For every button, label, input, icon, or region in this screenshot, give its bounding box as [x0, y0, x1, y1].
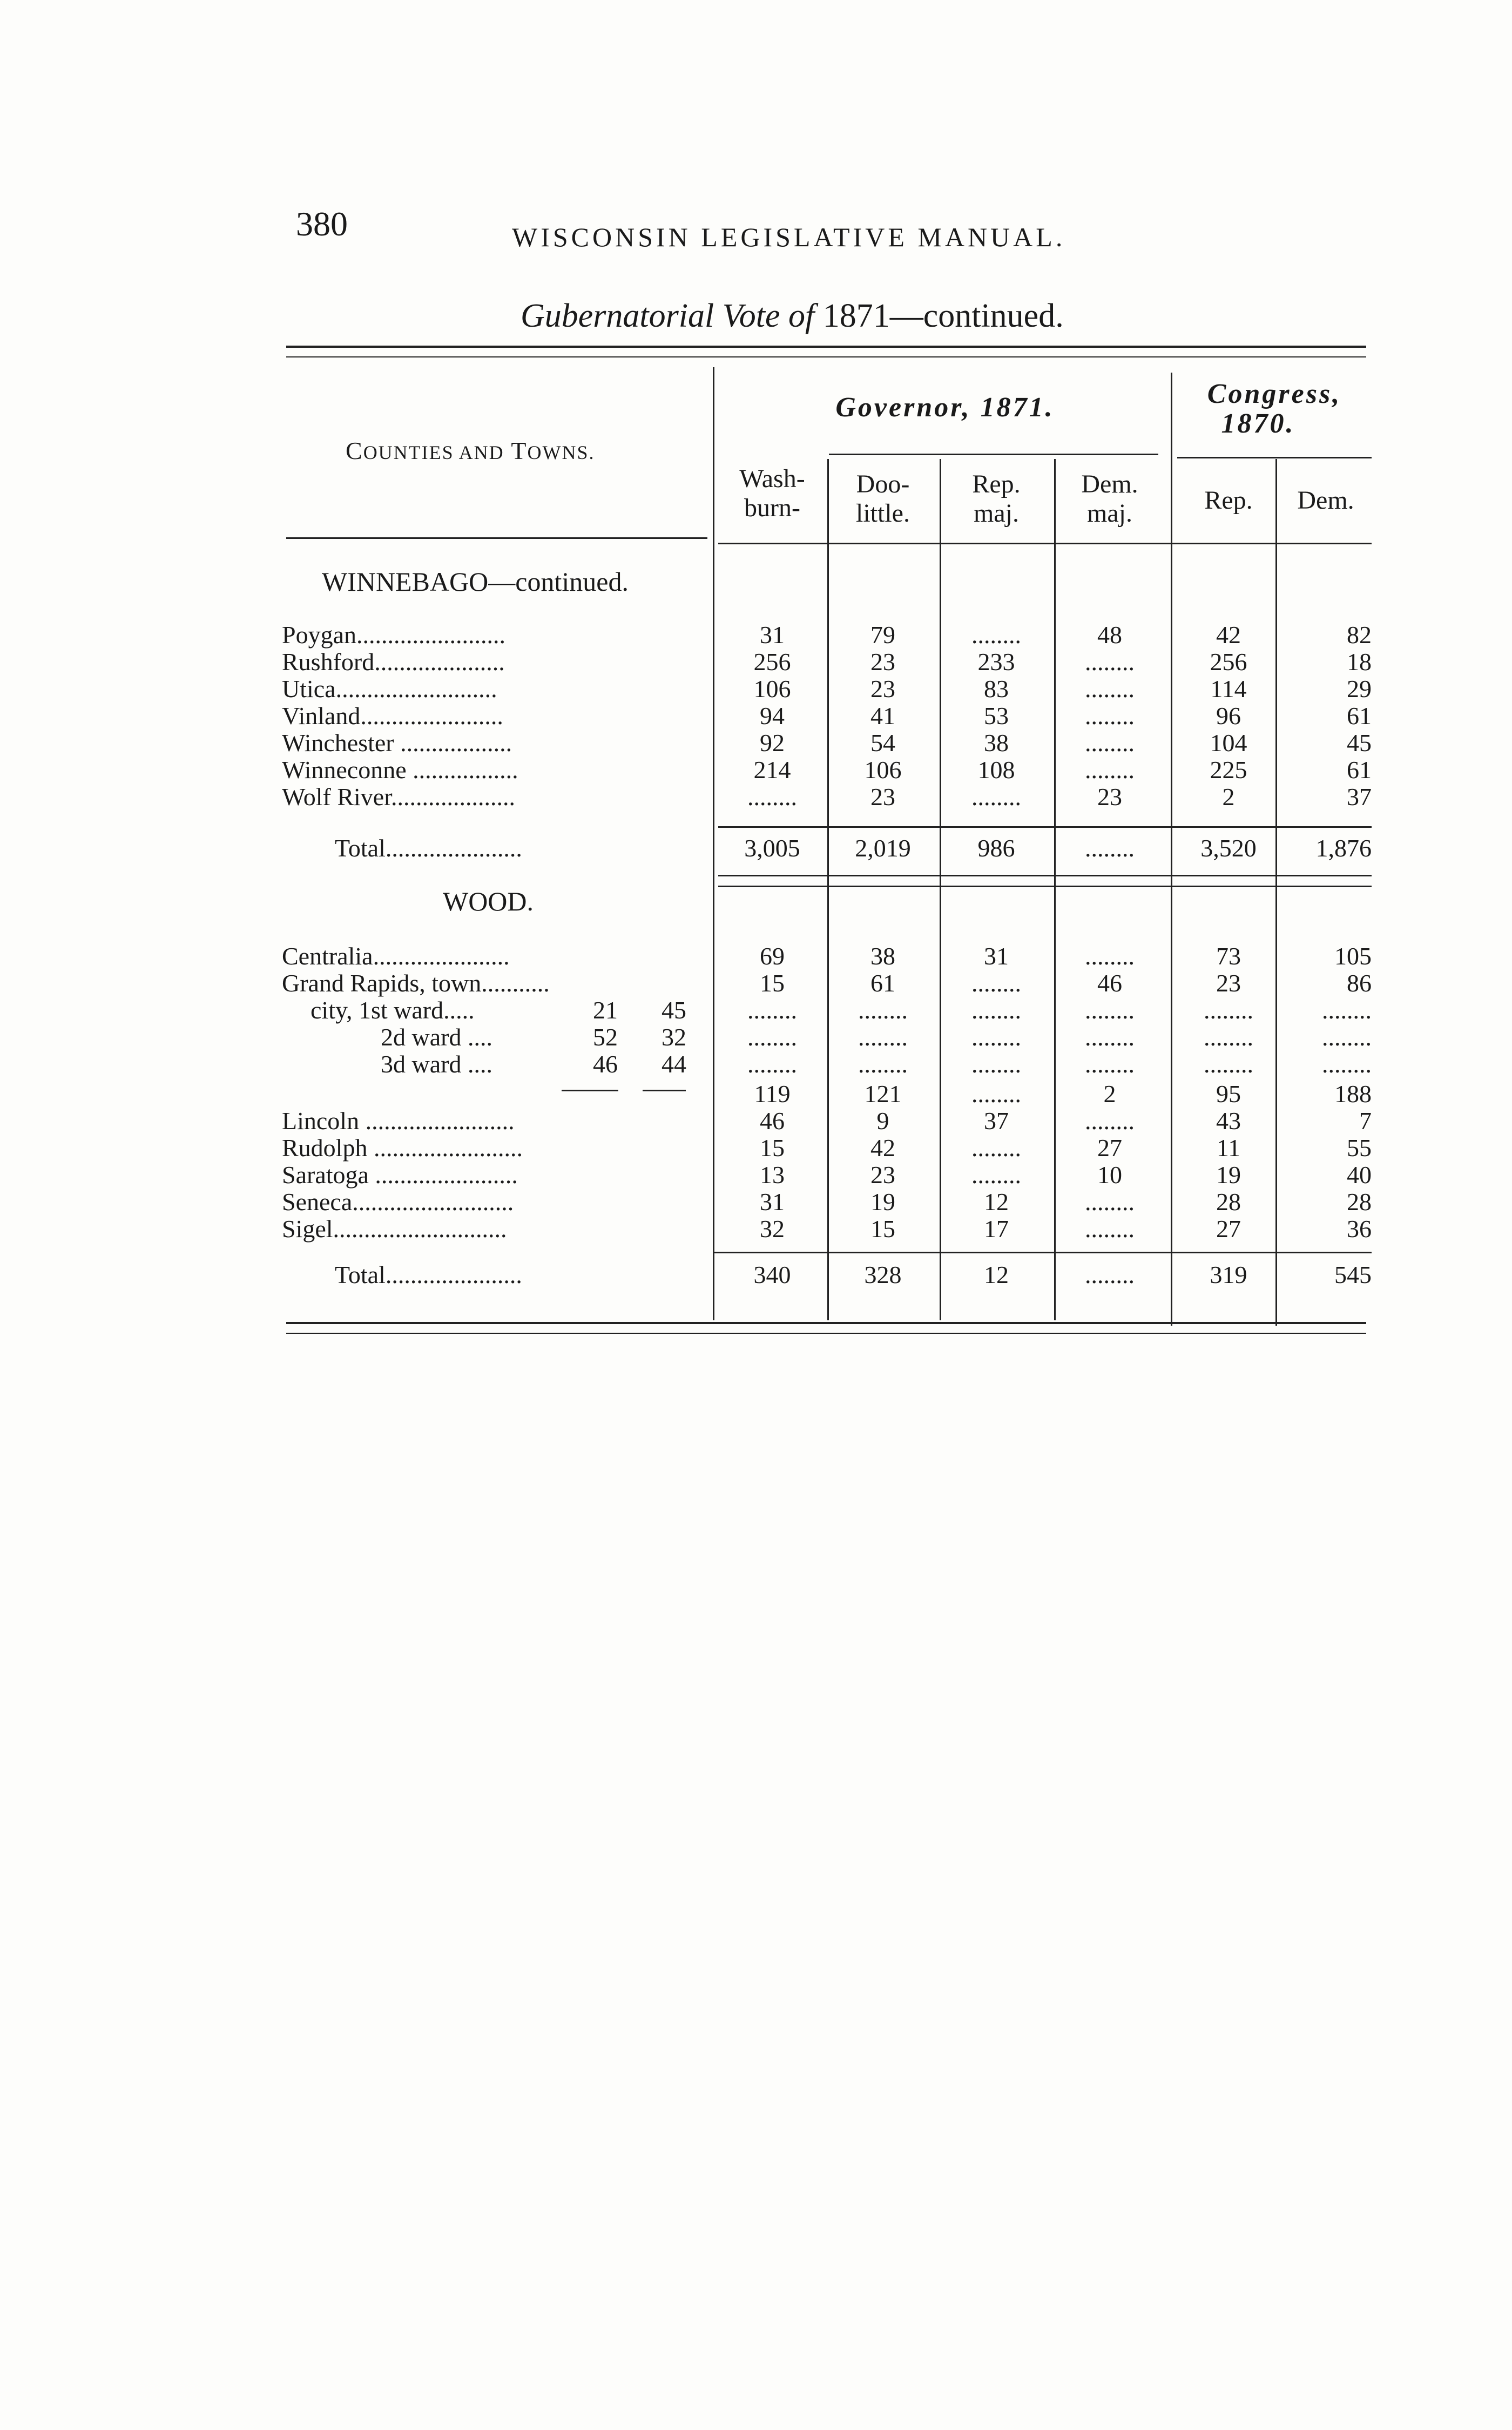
table-row — [0, 1161, 1512, 1189]
total-underline — [718, 886, 1372, 887]
bottom-rule-thin — [286, 1333, 1366, 1334]
cell-rep-maj: 37 — [984, 1107, 1009, 1135]
ward-dots: ........ — [971, 1050, 1021, 1078]
cell-dem-maj: ........ — [1085, 648, 1135, 676]
cell-doolittle: 121 — [864, 1080, 902, 1108]
cell-rep-maj: 12 — [984, 1261, 1009, 1288]
town-name: Rudolph ........................ — [282, 1134, 523, 1162]
cell-doolittle: 41 — [870, 702, 895, 730]
cell-doolittle: 23 — [870, 675, 895, 703]
town-name: Rushford..................... — [282, 648, 505, 676]
cell-washburn: 32 — [760, 1215, 785, 1243]
cell-washburn: 31 — [760, 1188, 785, 1216]
subtitle-suffix: 1871—continued. — [822, 298, 1064, 334]
cell-washburn: 92 — [760, 729, 785, 757]
total-rule — [718, 826, 1372, 828]
town-name: Lincoln ........................ — [282, 1107, 515, 1135]
ward-value-b: 44 — [662, 1050, 686, 1078]
cell-doolittle: 23 — [870, 783, 895, 811]
ward-dots: ........ — [971, 1023, 1021, 1051]
cell-congress-rep: 23 — [1216, 969, 1241, 997]
cell-washburn: 31 — [760, 621, 785, 649]
cell-doolittle: 23 — [870, 1161, 895, 1189]
cell-congress-dem: 61 — [1347, 702, 1372, 730]
ward-dots: ........ — [1085, 1023, 1135, 1051]
stub-header-cap: T — [511, 437, 528, 464]
table-row — [0, 783, 1512, 811]
ward-dots: ........ — [1322, 1023, 1372, 1051]
town-name: Saratoga ....................... — [282, 1161, 518, 1189]
cell-congress-dem: 188 — [1334, 1080, 1372, 1108]
cell-washburn: 106 — [753, 675, 791, 703]
cell-rep-maj: 31 — [984, 942, 1009, 970]
ward-dots: ........ — [1085, 1050, 1135, 1078]
cell-congress-rep: 3,520 — [1200, 834, 1257, 862]
cell-congress-rep: 114 — [1210, 675, 1247, 703]
town-name: Winneconne ................. — [282, 756, 518, 784]
cell-dem-maj: ........ — [1085, 756, 1135, 784]
cell-congress-rep: 11 — [1216, 1134, 1241, 1162]
cell-rep-maj: ........ — [971, 1134, 1021, 1162]
cell-doolittle: 2,019 — [855, 834, 911, 862]
cell-dem-maj: ........ — [1085, 1261, 1135, 1288]
cell-rep-maj: ........ — [971, 783, 1021, 811]
ward-dots: ........ — [1322, 1050, 1372, 1078]
ward-dots: ........ — [971, 996, 1021, 1024]
ward-dots: ........ — [747, 1050, 797, 1078]
cell-washburn: 15 — [760, 1134, 785, 1162]
total-row — [0, 1261, 1512, 1289]
stub-header-sc: OWNS. — [527, 442, 595, 463]
running-title: WISCONSIN LEGISLATIVE MANUAL. — [512, 222, 1066, 252]
cell-rep-maj: 53 — [984, 702, 1009, 730]
bottom-rule — [286, 1322, 1366, 1324]
town-name: Grand Rapids, town........... — [282, 969, 550, 997]
cell-congress-dem: 29 — [1347, 675, 1372, 703]
cell-washburn: 119 — [754, 1080, 791, 1108]
cell-washburn: 340 — [753, 1261, 791, 1288]
cell-congress-dem: 45 — [1347, 729, 1372, 757]
cell-washburn: 46 — [760, 1107, 785, 1135]
cell-doolittle: 38 — [870, 942, 895, 970]
cell-congress-rep: 256 — [1210, 648, 1247, 676]
ward-value-a: 52 — [593, 1023, 618, 1051]
col-header-line: Rep. — [972, 470, 1021, 498]
cell-dem-maj: ........ — [1085, 1107, 1135, 1135]
governor-group-header: Governor, 1871. — [835, 392, 1055, 423]
ward-dots: ........ — [1204, 996, 1253, 1024]
cell-congress-dem: 37 — [1347, 783, 1372, 811]
cell-doolittle: 15 — [870, 1215, 895, 1243]
cell-congress-dem: 18 — [1347, 648, 1372, 676]
cell-rep-maj: ........ — [971, 621, 1021, 649]
cell-congress-rep: 2 — [1222, 783, 1235, 811]
col-dem-maj-header — [1056, 470, 1164, 528]
cell-congress-rep: 104 — [1210, 729, 1247, 757]
cell-congress-rep: 73 — [1216, 942, 1241, 970]
table-row — [0, 969, 1512, 997]
ward-dots: ........ — [858, 1023, 908, 1051]
cell-doolittle: 42 — [870, 1134, 895, 1162]
cell-rep-maj: 233 — [977, 648, 1015, 676]
cell-dem-maj: ........ — [1085, 675, 1135, 703]
cell-rep-maj: 83 — [984, 675, 1009, 703]
stub-header-sc: OUNTIES AND — [363, 442, 504, 463]
page-number: 380 — [296, 205, 348, 243]
section-heading-winnebago: WINNEBAGO—continued. — [322, 566, 629, 597]
col-congress-rep-header: Rep. — [1204, 486, 1253, 515]
cell-congress-rep: 319 — [1210, 1261, 1247, 1288]
cell-rep-maj: 17 — [984, 1215, 1009, 1243]
table-row — [0, 621, 1512, 649]
town-name: Poygan........................ — [282, 621, 505, 649]
cell-congress-dem: 545 — [1334, 1261, 1372, 1288]
congress-group-header-line2: 1870. — [1221, 408, 1295, 439]
cell-dem-maj: 46 — [1097, 969, 1122, 997]
table-row — [0, 942, 1512, 970]
header-under-governor — [829, 454, 1158, 455]
cell-congress-dem: 36 — [1347, 1215, 1372, 1243]
ward-dots: ........ — [1204, 1023, 1253, 1051]
ward-dots: ........ — [1085, 996, 1135, 1024]
ward-dots: ........ — [747, 1023, 797, 1051]
town-name: Seneca.......................... — [282, 1188, 514, 1216]
ward-value-b: 32 — [662, 1023, 686, 1051]
cell-dem-maj: 2 — [1103, 1080, 1116, 1108]
total-label: Total...................... — [335, 834, 522, 862]
cell-congress-dem: 82 — [1347, 621, 1372, 649]
cell-dem-maj: ........ — [1085, 1215, 1135, 1243]
cell-congress-dem: 40 — [1347, 1161, 1372, 1189]
table-row — [0, 648, 1512, 676]
col-doolittle-header — [829, 470, 937, 528]
cell-rep-maj: ........ — [971, 1080, 1021, 1108]
table-row — [0, 1188, 1512, 1216]
stub-header-cap: C — [346, 437, 363, 464]
cell-doolittle: 54 — [870, 729, 895, 757]
table-row — [0, 1107, 1512, 1135]
town-name: Wolf River.................... — [282, 783, 515, 811]
header-bottom-stub — [286, 537, 707, 539]
ward-dots: ........ — [1204, 1050, 1253, 1078]
col-rep-maj-header — [942, 470, 1050, 528]
cell-doolittle: 328 — [864, 1261, 902, 1288]
town-name: Winchester .................. — [282, 729, 512, 757]
cell-congress-rep: 19 — [1216, 1161, 1241, 1189]
town-name: Utica.......................... — [282, 675, 497, 703]
ward-dots: ........ — [747, 996, 797, 1024]
col-header-line: Wash- — [739, 464, 805, 493]
cell-congress-dem: 7 — [1359, 1107, 1372, 1135]
cell-doolittle: 9 — [876, 1107, 889, 1135]
table-subtitle — [521, 297, 1064, 335]
ward-row — [0, 1050, 1512, 1078]
col-header-line: Dem. — [1081, 470, 1138, 498]
subtitle-prefix: Gubernatorial Vote of — [521, 298, 815, 334]
cell-washburn: 94 — [760, 702, 785, 730]
stub-header — [346, 436, 595, 465]
town-name: Vinland....................... — [282, 702, 503, 730]
cell-dem-maj: 23 — [1097, 783, 1122, 811]
cell-dem-maj: 10 — [1097, 1161, 1122, 1189]
ward-value-a: 21 — [593, 996, 618, 1024]
cell-dem-maj: ........ — [1085, 1188, 1135, 1216]
cell-congress-dem: 86 — [1347, 969, 1372, 997]
ward-name: 2d ward .... — [381, 1023, 492, 1051]
cell-doolittle: 19 — [870, 1188, 895, 1216]
town-name: Sigel............................ — [282, 1215, 507, 1243]
col-header-line: maj. — [974, 499, 1019, 528]
col-header-line: little. — [856, 499, 910, 528]
cell-congress-rep: 225 — [1210, 756, 1247, 784]
cell-rep-maj: ........ — [971, 1161, 1021, 1189]
cell-doolittle: 61 — [870, 969, 895, 997]
cell-rep-maj: 12 — [984, 1188, 1009, 1216]
ward-dots: ........ — [858, 1050, 908, 1078]
cell-congress-rep: 28 — [1216, 1188, 1241, 1216]
cell-washburn: 256 — [753, 648, 791, 676]
cell-rep-maj: ........ — [971, 969, 1021, 997]
cell-dem-maj: ........ — [1085, 702, 1135, 730]
cell-dem-maj: 27 — [1097, 1134, 1122, 1162]
cell-congress-rep: 95 — [1216, 1080, 1241, 1108]
table-row — [0, 756, 1512, 784]
ward-row — [0, 1023, 1512, 1051]
cell-washburn: 69 — [760, 942, 785, 970]
cell-dem-maj: ........ — [1085, 942, 1135, 970]
col-header-line: maj. — [1087, 499, 1132, 528]
cell-washburn: 3,005 — [744, 834, 800, 862]
cell-congress-dem: 1,876 — [1315, 834, 1372, 862]
cell-rep-maj: 986 — [977, 834, 1015, 862]
cell-washburn: 15 — [760, 969, 785, 997]
ward-dots: ........ — [1322, 996, 1372, 1024]
city-total-row — [0, 1080, 1512, 1108]
table-row — [0, 1215, 1512, 1243]
ward-value-a: 46 — [593, 1050, 618, 1078]
congress-group-header-line1: Congress, — [1207, 379, 1342, 409]
table-row — [0, 729, 1512, 757]
col-header-line: Doo- — [856, 470, 910, 498]
cell-congress-rep: 27 — [1216, 1215, 1241, 1243]
town-name: Centralia...................... — [282, 942, 510, 970]
table-row — [0, 702, 1512, 730]
ward-name: 3d ward .... — [381, 1050, 492, 1078]
cell-washburn: 13 — [760, 1161, 785, 1189]
col-congress-dem-header: Dem. — [1297, 486, 1354, 515]
total-rule — [713, 1252, 1372, 1253]
cell-congress-rep: 43 — [1216, 1107, 1241, 1135]
col-washburn-header — [718, 464, 826, 523]
cell-doolittle: 106 — [864, 756, 902, 784]
cell-washburn: 214 — [753, 756, 791, 784]
cell-congress-dem: 28 — [1347, 1188, 1372, 1216]
section-heading-wood: WOOD. — [443, 886, 534, 916]
cell-washburn: ........ — [747, 783, 797, 811]
cell-rep-maj: 108 — [977, 756, 1015, 784]
total-row — [0, 834, 1512, 862]
top-rule-thin — [286, 356, 1366, 357]
col-header-line: burn- — [744, 494, 800, 522]
cell-doolittle: 79 — [870, 621, 895, 649]
cell-dem-maj: 48 — [1097, 621, 1122, 649]
table-row — [0, 675, 1512, 703]
cell-doolittle: 23 — [870, 648, 895, 676]
top-rule — [286, 346, 1366, 348]
header-bottom-cols — [718, 543, 1372, 544]
ward-name: city, 1st ward..... — [310, 996, 475, 1024]
cell-congress-dem: 61 — [1347, 756, 1372, 784]
cell-dem-maj: ........ — [1085, 729, 1135, 757]
ward-dots: ........ — [858, 996, 908, 1024]
cell-congress-dem: 105 — [1334, 942, 1372, 970]
cell-congress-rep: 96 — [1216, 702, 1241, 730]
ward-value-b: 45 — [662, 996, 686, 1024]
header-under-congress — [1177, 457, 1372, 458]
ward-row — [0, 996, 1512, 1024]
cell-rep-maj: 38 — [984, 729, 1009, 757]
cell-congress-rep: 42 — [1216, 621, 1241, 649]
cell-dem-maj: ........ — [1085, 834, 1135, 862]
cell-congress-dem: 55 — [1347, 1134, 1372, 1162]
total-underline — [718, 875, 1372, 876]
total-label: Total...................... — [335, 1261, 522, 1288]
table-row — [0, 1134, 1512, 1162]
